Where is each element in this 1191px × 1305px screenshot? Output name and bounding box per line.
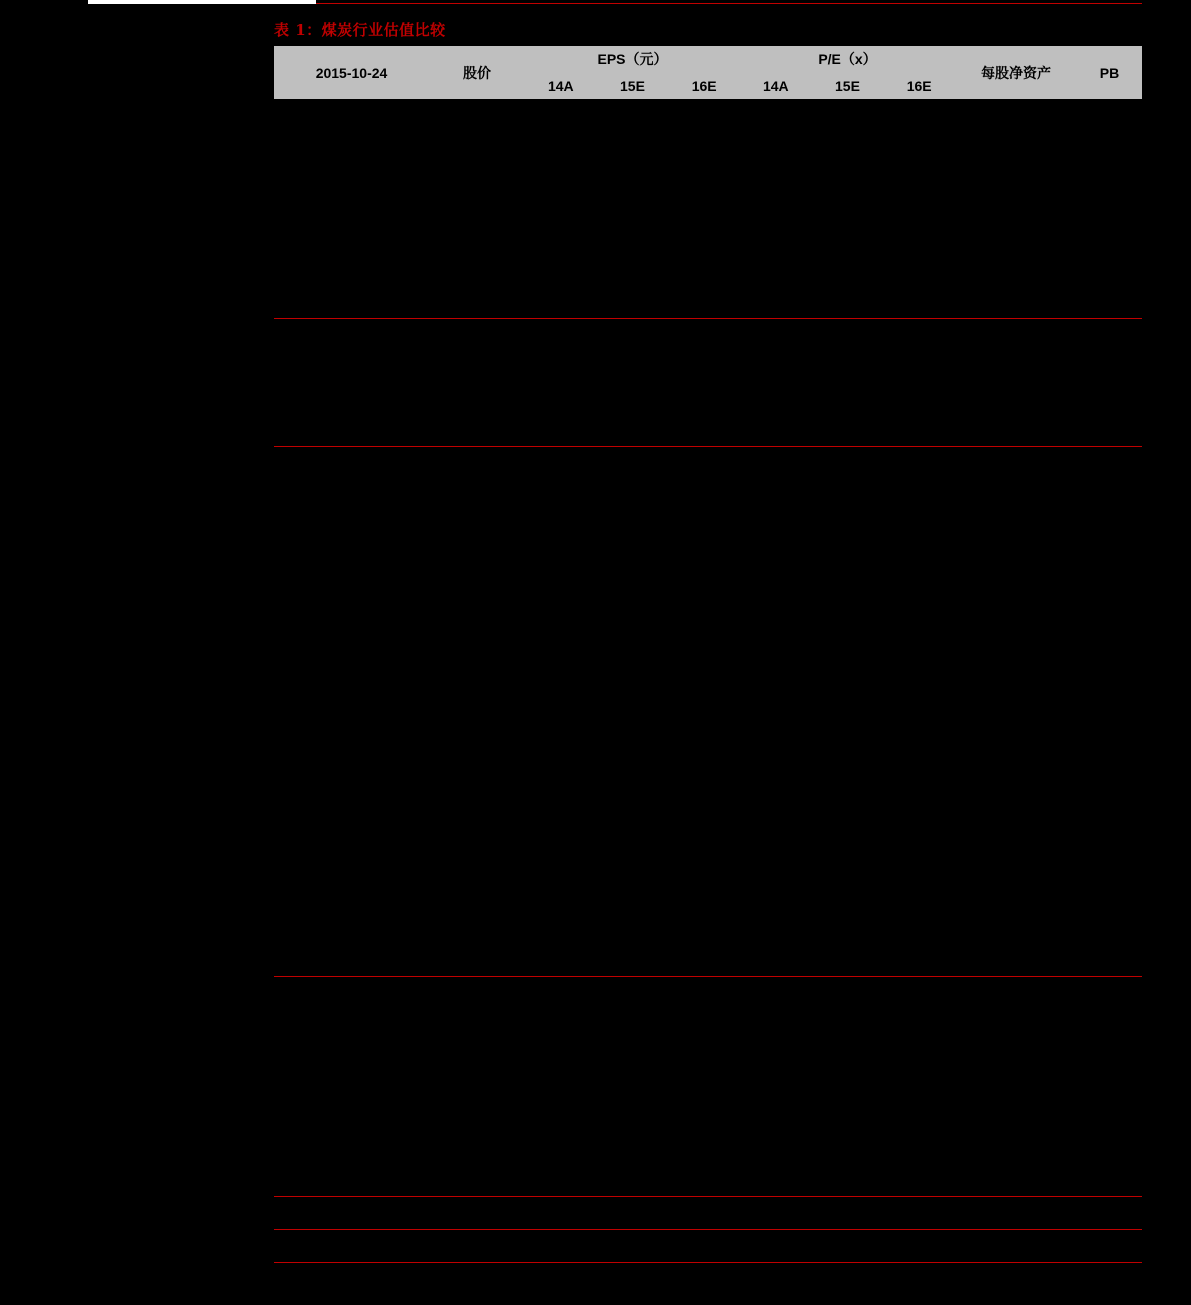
cell-pe16 xyxy=(883,231,955,253)
cell-eps15 xyxy=(597,231,669,253)
cell-pe14 xyxy=(740,275,812,297)
header-price: 股价 xyxy=(429,46,525,99)
cell-pb xyxy=(1077,253,1142,275)
cell-eps16 xyxy=(668,121,740,143)
cell-price xyxy=(429,209,525,231)
cell-name xyxy=(274,143,429,165)
header-bps: 每股净资产 xyxy=(955,46,1077,99)
cell-pe15 xyxy=(812,121,884,143)
cell-bps xyxy=(955,275,1077,297)
cell-pe15 xyxy=(812,143,884,165)
table-separator-rule xyxy=(274,1196,1142,1197)
header-pe-16e: 16E xyxy=(883,72,955,99)
cell-pe15 xyxy=(812,253,884,275)
valuation-table-wrap xyxy=(274,46,1142,319)
cell-bps xyxy=(955,231,1077,253)
cell-price xyxy=(429,165,525,187)
cell-eps14 xyxy=(525,253,597,275)
top-rule-fragment xyxy=(88,0,316,4)
table-header-group-row xyxy=(274,46,1142,72)
cell-name xyxy=(274,275,429,297)
cell-pe16 xyxy=(883,275,955,297)
header-eps-15e: 15E xyxy=(597,72,669,99)
cell-pb xyxy=(1077,187,1142,209)
cell-name xyxy=(274,121,429,143)
valuation-table xyxy=(274,46,1142,319)
cell-eps16 xyxy=(668,209,740,231)
cell-eps14 xyxy=(525,275,597,297)
cell-pe16 xyxy=(883,165,955,187)
cell-pe16 xyxy=(883,253,955,275)
cell-eps15 xyxy=(597,143,669,165)
cell-pb xyxy=(1077,297,1142,319)
cell-eps16 xyxy=(668,297,740,319)
cell-eps14 xyxy=(525,121,597,143)
cell-pb xyxy=(1077,231,1142,253)
cell-bps xyxy=(955,121,1077,143)
cell-eps15 xyxy=(597,165,669,187)
header-pe-14a: 14A xyxy=(740,72,812,99)
cell-eps16 xyxy=(668,187,740,209)
cell-pe15 xyxy=(812,297,884,319)
header-eps-group: EPS（元） xyxy=(525,46,740,72)
cell-pb xyxy=(1077,121,1142,143)
cell-pe14 xyxy=(740,187,812,209)
cell-pe14 xyxy=(740,253,812,275)
table-row xyxy=(274,231,1142,253)
table-separator-rule xyxy=(274,318,1142,319)
cell-bps xyxy=(955,99,1077,121)
table-row xyxy=(274,253,1142,275)
cell-pb xyxy=(1077,275,1142,297)
cell-bps xyxy=(955,209,1077,231)
cell-eps15 xyxy=(597,121,669,143)
cell-name xyxy=(274,253,429,275)
cell-eps15 xyxy=(597,275,669,297)
cell-name xyxy=(274,99,429,121)
cell-pe15 xyxy=(812,165,884,187)
cell-pe16 xyxy=(883,187,955,209)
table-row xyxy=(274,99,1142,121)
cell-pe15 xyxy=(812,275,884,297)
cell-eps16 xyxy=(668,231,740,253)
header-pe-15e: 15E xyxy=(812,72,884,99)
cell-price xyxy=(429,275,525,297)
cell-pe16 xyxy=(883,143,955,165)
cell-bps xyxy=(955,187,1077,209)
cell-pb xyxy=(1077,143,1142,165)
cell-bps xyxy=(955,253,1077,275)
table-body xyxy=(274,99,1142,319)
cell-bps xyxy=(955,297,1077,319)
cell-name xyxy=(274,165,429,187)
cell-price xyxy=(429,143,525,165)
cell-eps14 xyxy=(525,209,597,231)
cell-pb xyxy=(1077,99,1142,121)
table-separator-rule xyxy=(274,446,1142,447)
cell-bps xyxy=(955,165,1077,187)
cell-eps14 xyxy=(525,165,597,187)
cell-pe14 xyxy=(740,121,812,143)
cell-eps14 xyxy=(525,231,597,253)
cell-bps xyxy=(955,143,1077,165)
table-row xyxy=(274,121,1142,143)
cell-eps15 xyxy=(597,297,669,319)
cell-price xyxy=(429,121,525,143)
cell-name xyxy=(274,297,429,319)
cell-price xyxy=(429,231,525,253)
cell-pe14 xyxy=(740,231,812,253)
cell-pe14 xyxy=(740,209,812,231)
cell-pe14 xyxy=(740,297,812,319)
table-header xyxy=(274,46,1142,99)
table-row xyxy=(274,187,1142,209)
cell-name xyxy=(274,231,429,253)
cell-eps14 xyxy=(525,143,597,165)
cell-pe15 xyxy=(812,187,884,209)
table-caption: 表 1：煤炭行业估值比较 xyxy=(274,21,446,39)
cell-pe15 xyxy=(812,209,884,231)
table-row xyxy=(274,143,1142,165)
cell-eps15 xyxy=(597,209,669,231)
cell-price xyxy=(429,253,525,275)
cell-eps15 xyxy=(597,99,669,121)
top-red-rule xyxy=(316,3,1142,4)
cell-eps16 xyxy=(668,253,740,275)
cell-pe14 xyxy=(740,165,812,187)
header-date: 2015-10-24 xyxy=(274,46,429,99)
cell-pe15 xyxy=(812,99,884,121)
header-eps-14a: 14A xyxy=(525,72,597,99)
table-row xyxy=(274,209,1142,231)
cell-name xyxy=(274,187,429,209)
cell-pe15 xyxy=(812,231,884,253)
cell-pe14 xyxy=(740,143,812,165)
cell-name xyxy=(274,209,429,231)
cell-price xyxy=(429,187,525,209)
table-separator-rule xyxy=(274,976,1142,977)
cell-price xyxy=(429,99,525,121)
cell-eps14 xyxy=(525,99,597,121)
cell-eps16 xyxy=(668,99,740,121)
table-separator-rule xyxy=(274,1262,1142,1263)
header-pb: PB xyxy=(1077,46,1142,99)
table-row xyxy=(274,275,1142,297)
cell-pe16 xyxy=(883,297,955,319)
cell-pe14 xyxy=(740,99,812,121)
cell-eps14 xyxy=(525,187,597,209)
cell-eps16 xyxy=(668,165,740,187)
header-eps-16e: 16E xyxy=(668,72,740,99)
cell-price xyxy=(429,297,525,319)
cell-pb xyxy=(1077,165,1142,187)
table-separator-rule xyxy=(274,1229,1142,1230)
cell-pb xyxy=(1077,209,1142,231)
cell-eps15 xyxy=(597,253,669,275)
table-row xyxy=(274,165,1142,187)
cell-pe16 xyxy=(883,209,955,231)
cell-eps16 xyxy=(668,275,740,297)
cell-pe16 xyxy=(883,99,955,121)
cell-eps16 xyxy=(668,143,740,165)
cell-eps14 xyxy=(525,297,597,319)
cell-pe16 xyxy=(883,121,955,143)
cell-eps15 xyxy=(597,187,669,209)
header-pe-group: P/E（x） xyxy=(740,46,955,72)
table-row xyxy=(274,297,1142,319)
